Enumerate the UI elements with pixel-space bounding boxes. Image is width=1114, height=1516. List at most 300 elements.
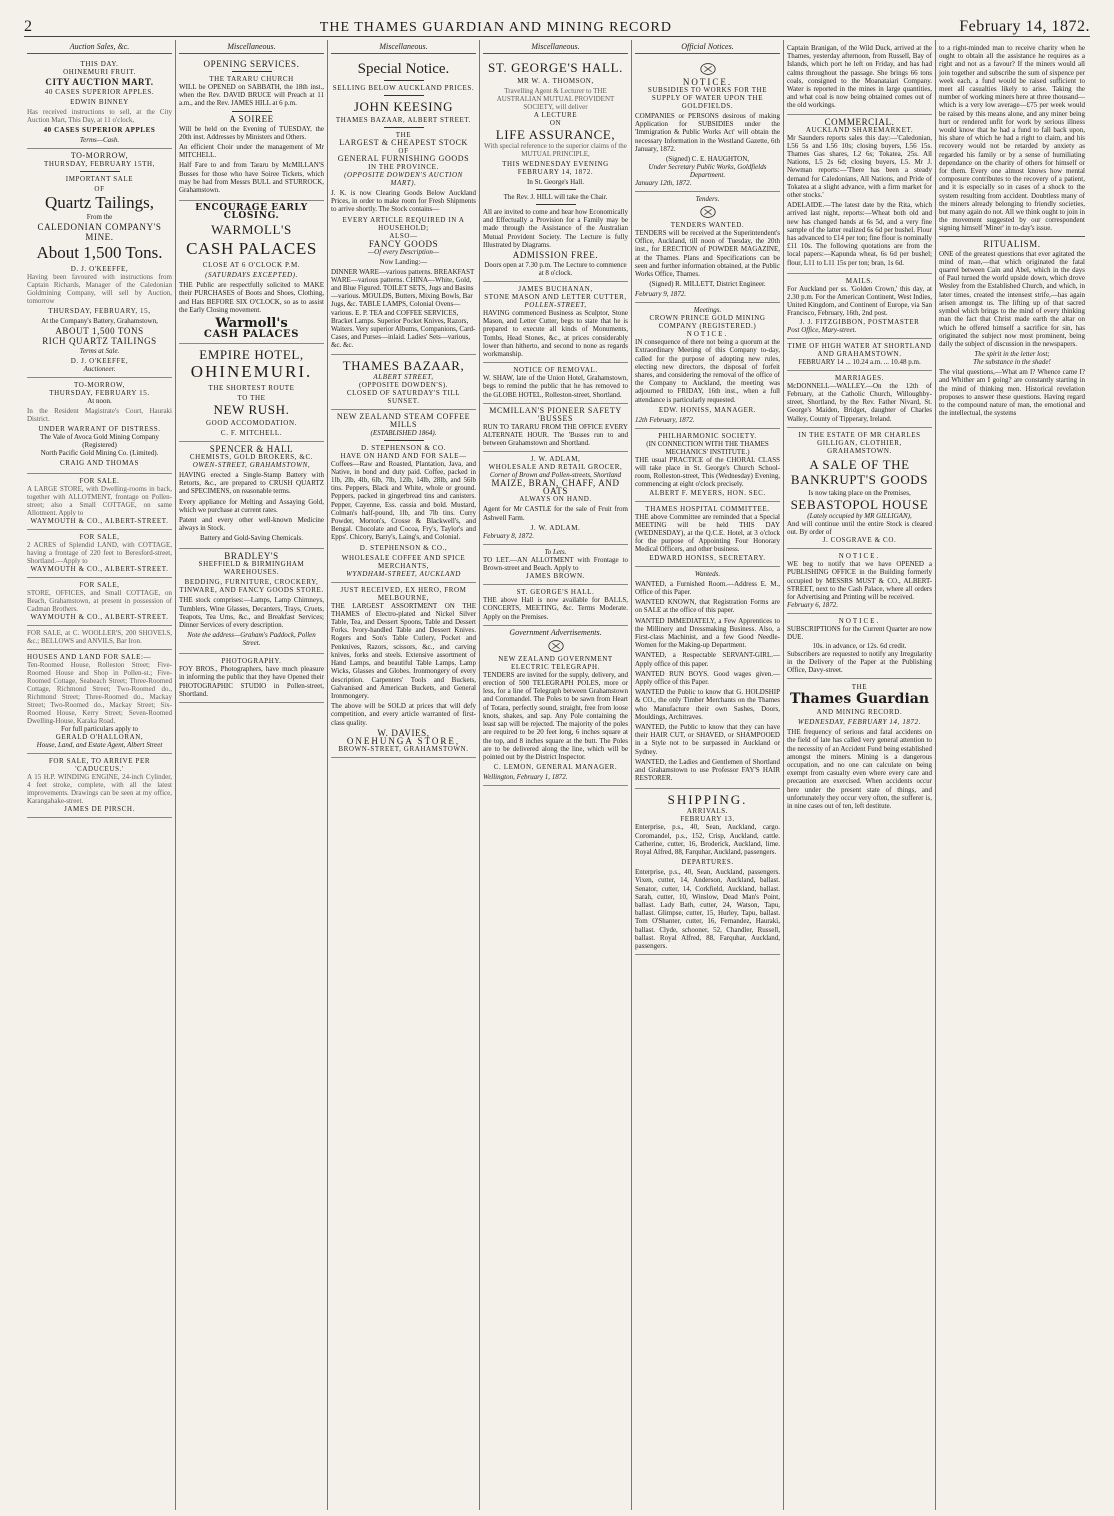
ad-warrant-distress [27, 378, 172, 474]
ad-line: February 8, 1872. [483, 531, 534, 540]
ad-land-sale [27, 530, 172, 578]
ad-body: A 15 H.P. WINDING ENGINE, 24-inch Cylinder, 4 feet stroke, complete, with all the latest improvements. Drawings can be seen at my office, Karangahake-street. [27, 773, 172, 805]
ad-line: February 9, 1872. [635, 290, 686, 299]
ad-line: FOR SALE, [79, 581, 120, 589]
ad-body: IN consequence of there not being a quorum at the Extraordinary Meeting of this Company to-day, called for the purpose of adopting new rules, electing new directors, the disposal of forfeit shares, and considering the removal of the office of the Company to Auckland, the meeting was adjourned to FRIDAY, 16th inst., when a full attendance is particularly requested. [635, 338, 780, 404]
ad-body: STORE, OFFICES, and Small COTTAGE, on Beach, Grahamstown, at present in possession of Cadman Brothers. [27, 589, 172, 613]
ad-signature: JAMES BROWN. [526, 572, 585, 581]
ad-line: WYNDHAM-STREET, AUCKLAND [346, 569, 461, 578]
ad-line: ALBERT STREET, [373, 372, 434, 381]
ad-line: SELLING BELOW AUCKLAND PRICES. [332, 84, 475, 92]
ad-line: A LECTURE [533, 111, 578, 119]
ad-line: THIS DAY. [80, 60, 119, 68]
ad-line: THURSDAY, FEBRUARY 15. [49, 389, 150, 397]
section-heading: TIME OF HIGH WATER AT SHORTLAND AND GRAHAMSTOWN. [787, 341, 932, 358]
ad-signature: GERALD O'HALLORAN, [55, 733, 144, 741]
ad-headline: Special Notice. [357, 61, 450, 77]
ad-body: 2 ACRES of Splendid LAND, with COTTAGE, having a frontage of 220 feet to Beresford-street, Shortland.—Apply to [27, 541, 172, 565]
ad-headline: JOHN KEESING [353, 99, 454, 114]
editorial-date: WEDNESDAY, FEBRUARY 14, 1872. [797, 718, 922, 727]
ad-line: POLLEN-STREET, [524, 301, 587, 310]
ad-line: —Of every Description— [367, 247, 440, 256]
ad-bradleys [179, 549, 324, 654]
ad-line: From the [86, 213, 113, 221]
ad-line: WHOLESALE AND RETAIL GROCER, [488, 463, 623, 472]
ad-signature: (Signed) C. E. HAUGHTON, [665, 155, 750, 164]
ad-line: THIS WEDNESDAY EVENING FEBRUARY 14, 1872. [502, 160, 609, 176]
ad-headline: MCMILLAN'S PIONEER SAFETY 'BUSSES [489, 405, 622, 423]
ad-line: HAVE ON HAND AND FOR SALE— [340, 451, 467, 460]
ad-w-davies [331, 583, 476, 758]
ad-signature: ALBERT F. MEYERS, HON. SEC. [649, 488, 766, 497]
ad-line: The Vale of Avoca Gold Mining Company (Registered) [40, 433, 159, 449]
ad-notice-removal [483, 363, 628, 404]
ad-headline: NEW ZEALAND STEAM COFFEE MILLS [336, 411, 471, 429]
section-heading: SHIPPING. [667, 792, 748, 808]
ad-line: ONEHUNGA STORE, [346, 735, 461, 746]
ad-line: January 12th, 1872. [635, 179, 692, 188]
ad-line: THE [395, 131, 412, 139]
ad-headline: EMPIRE HOTEL, [199, 347, 304, 363]
ad-line: IMPORTANT SALE [65, 175, 134, 183]
ad-headline: PHILHARMONIC SOCIETY. [658, 431, 757, 440]
ad-line: FEBRUARY 13. [680, 815, 735, 824]
ad-signature: C. LEMON, GENERAL MANAGER. [493, 763, 618, 772]
wanted-ad: WANTED IMMEDIATELY, a Few Apprentices to the Millinery and Dressmaking Business. Also, a First-class Machinist, and a few Good Needle-Women for the Making-up Department. [635, 616, 780, 650]
column-heading: Official Notices. [635, 40, 780, 54]
coat-of-arms-icon [699, 205, 717, 219]
ad-coffee-mills [331, 410, 476, 583]
column-official-notices [632, 40, 784, 1510]
ad-line: LARGEST & CHEAPEST STOCK [339, 138, 468, 147]
editorial-subtitle: AND MINING RECORD. [816, 708, 903, 717]
section-heading: MARRIAGES. [835, 373, 884, 382]
shipping-departures: Enterprise, p.s., 40, Sean, Auckland, passengers. Vixen, cutter, 14, Anderson, Auckland, ballast. Senator, cutter, 14, Corkfield, Auckland, ballast. Sarah, cutter, 10, Winslow, Dead Man's Point, ballast. Lady Bath, cutter, 24, Watson, Tapu, ballast. Glimpse, cutter, 15, Hurley, Tapu, ballast. Tom O'Shanter, cutter, 16, Fernandez, Hauraki, ballast. Clyde, schooner, 52, Chandler, Russell, ballast. Royal Alfred, 88, Farquhar, Auckland, passengers. [635, 868, 780, 950]
section-marriages [787, 371, 932, 428]
ad-line: SHEFFIELD & BIRMINGHAM WAREHOUSES. [198, 560, 305, 577]
ad-signature: JAMES DE PIRSCH. [64, 805, 135, 813]
article-body: ONE of the greatest questions that ever agitated the mind of man,—that which originated the fatal quarrel between Cain and Abel, which in the days of Paul turned the world upside down, which drove Wesley from the Established Church, and which, in later times, created the intensest strife,—has again arisen amongst us. The lifting up of that sacred symbol which brings to the mind of every thinking man the fact that Christ made earth the altar on which he offered himself a sacrifice for sin, has originated the subject now most prominent, being daily the subject of discussion in the newspapers. [939, 249, 1085, 348]
ad-line: NOTICE. [686, 330, 729, 339]
section-heading: Meetings. [693, 306, 722, 315]
ad-headline: WARMOLL'S [211, 222, 292, 238]
ad-headline: AUCKLAND SHAREMARKET. [805, 125, 914, 134]
masthead [24, 16, 1090, 37]
ad-line: (ESTABLISHED 1864). [370, 428, 437, 437]
ad-line: IN THE PROVINCE. [368, 163, 439, 171]
column-heading: Miscellaneous. [483, 40, 628, 54]
ad-headline: A SOIREE [229, 113, 274, 124]
ad-line: February 6, 1872. [787, 601, 838, 610]
ad-line: CITY AUCTION MART. [45, 77, 154, 87]
ad-line: Now Landing:— [379, 257, 428, 266]
article-body: Mr Saunders reports sales this day:—'Caledonian, L56 5s and L56 10s; closing buyers, L56 15s. Thames Gas shares, L2 6s; Tokatea, 25s. All Nations, L5 2s 6d; closing buyers, L5. Mr J. Newman reports:—'There has been a steady demand for Caledonians, All Nations, and Pride of Tokatea at a slight advance, with a firm market for other stocks.' [787, 133, 932, 200]
ad-offices-sale [27, 578, 172, 626]
ad-line: At noon. [87, 397, 112, 405]
ad-body: All are invited to come and hear how Economically and Effectually a Provision for a Family may be made through the Assistance of the Australian Mutual Provident Society. The Lecture is fully Illustrated by Diagrams. [483, 208, 628, 249]
ad-signature: (Signed) R. MILLETT, District Engineer. [649, 280, 766, 289]
ad-line: D. J. O'KEEFFE, [70, 265, 129, 273]
section-heading: Tenders. [695, 195, 720, 204]
wanted-ad: WANTED the Public to know that G. HOLDSHIP & CO., the only Timber Merchants on the Thames who Manufacture their own Sashes, Doors, Mouldings, Architraves. [635, 688, 780, 721]
ad-line: SUBSIDIES TO WORKS FOR THE SUPPLY OF WATER UPON THE GOLDFIELDS. [647, 86, 768, 110]
ad-body: Every appliance for Melting and Assaying Gold, which we purchase at current rates. [179, 497, 324, 514]
ad-signature: W. DAVIES, [377, 727, 430, 738]
ad-body: TENDERS will be received at the Superintendent's Office, Auckland, till noon of Tuesday, the 20th inst., for ERECTION of POWDER MAGAZINE, at the Thames. Plans and Specifications can be seen and further information obtained, at the Public Works Office, Thames. [635, 229, 780, 279]
ad-line: Note the address—Graham's Paddock, Pollen Street. [187, 631, 316, 648]
ad-line: (OPPOSITE DOWDEN'S). [358, 380, 449, 389]
ad-line: Post Office, Mary-street. [787, 325, 857, 334]
ad-body: WE beg to notify that we have OPENED a PUBLISHING OFFICE in the Building formerly occupied by MESSRS MUST & CO., ALBERT-STREET, next to the Cash Palace, where all orders for Advertising and Printing will be received. [787, 560, 932, 601]
ad-body: W. SHAW, late of the Union Hotel, Grahamstown, begs to remind the public that he has removed to the GLOBE HOTEL, Rolleston-street, Shortland. [483, 374, 628, 399]
ad-signature: EDWARD HONISS, SECRETARY. [649, 553, 766, 562]
divider [384, 440, 424, 441]
ad-line: Terms at Sale. [79, 347, 120, 355]
ad-line: TO-MORROW, [74, 381, 125, 389]
ad-headline: About 1,500 Tons. [36, 243, 163, 262]
ad-line: STONE MASON AND LETTER CUTTER, [484, 293, 627, 302]
article-ritualism [939, 233, 1085, 424]
ad-line: MINE. [85, 232, 114, 242]
ad-spencer-hall [179, 442, 324, 549]
ad-headline: NEW RUSH. [213, 402, 290, 418]
ad-line: ARRIVALS. [686, 807, 729, 816]
news-wild-duck: Captain Branigan, of the Wild Duck, arrived at the Thames, yesterday afternoon, from Russell, Bay of Islands, which port he left on Friday, and has had calms throughout the passage. She brings 66 tons coals, consigned to the Moanataiari Company. Water is reported in the mines in large quantities, and what coal is now being obtained comes out of the old workings. [787, 40, 932, 115]
ad-empire-hotel [179, 344, 324, 442]
ad-line: MR W. A. THOMSON, [517, 77, 594, 85]
ad-line: ON [549, 119, 562, 127]
ad-line: THAMES BAZAAR, ALBERT STREET. [335, 116, 472, 124]
ad-line: RICH QUARTZ TAILINGS [42, 336, 157, 346]
ad-body: RUN TO TARARU FROM THE OFFICE EVERY ALTERNATE HOUR. The 'Busses run to and between Grahamstown and Shortland. [483, 422, 628, 448]
ad-line: EDWIN BINNEY [70, 98, 129, 106]
ad-line: CLOSED OF SATURDAY'S TILL SUNSET. [346, 388, 461, 405]
article-title: RITUALISM. [939, 236, 1085, 248]
editorial-continued: to a right-minded man to receive charity when he ought to obtain all the assistance he requires as a right and not as a favour? If the miners would all join together and subscribe the sum of sixpence per week each, a fund would be raised sufficient to meet all casualties likely to arise. Taking the number of working miners here at three thousand—which is a very low average—£75 per week would be raised by this means alone, and any miner being hurt or rendered unfit for work by serious illness would know that he had a fund to fall back upon, his share of which he had a right to claim, and his recovery would not be retarded by anxiety as regarded his family or by a sense of humiliating dependance on the charity of others for himself or for them. Every one almost knows how mental composure contributes to the recovery of a patient, and it is especially so in cases of a shock to the system resulting from accident. Doubtless many of the miners already belonging to friendly societies, but many again do not. All we think ought to join in the movement suggested by our correspondent signing himself 'Miner' in to-day's issue. [939, 44, 1085, 233]
ad-fruit-sale [27, 57, 172, 149]
column-commercial [784, 40, 936, 1510]
ad-line: Is now taking place on the Premises, [808, 488, 911, 497]
ad-body: Subscribers are requested to notify any Irregularity in the Delivery of the Paper at the Publishing Office, Davy-street. [787, 649, 932, 674]
ad-signature: WAYMOUTH & CO., ALBERT-STREET. [30, 565, 169, 573]
ad-line: OHINEMURI FRUIT. [63, 68, 136, 76]
ad-line: DEPARTURES. [681, 858, 734, 867]
ad-line: Corner of Brown and Pollen-streets, Shortland [489, 471, 622, 480]
ad-line: (Lately occupied by MR GILLIGAN), [807, 511, 912, 520]
ad-body: THE Public are respectfully solicited to MAKE their PURCHASES of Boots and Shoes, Clothing, and Hats BEFORE SIX O'CLOCK, so as to assist the Early Closing movement. [179, 281, 324, 314]
ad-headline: NEW ZEALAND GOVERNMENT ELECTRIC TELEGRAPH. [498, 654, 613, 671]
ad-headline: OHINEMURI. [190, 362, 313, 382]
ad-line: 40 CASES SUPERIOR APPLES [43, 126, 156, 134]
article-verse: The spirit in the letter lost; [974, 350, 1050, 359]
ad-headline: FANCY GOODS [368, 238, 439, 249]
ad-signature: CASH PALACES [203, 329, 300, 341]
tide-times: FEBRUARY 14 ... 10.24 a.m. ... 10.48 p.m. [798, 357, 921, 366]
ad-body: In the Resident Magistrate's Court, Hauraki District. [27, 407, 172, 423]
ad-line: OF [398, 147, 409, 155]
ad-body: Half Fare to and from Tararu by McMILLAN'S Busses for those who have Soiree Tickets, which may be had from Messrs BULL and STURROCK, Grahamstown. [179, 161, 324, 195]
ad-line: (SATURDAYS EXCEPTED). [205, 271, 298, 280]
notice-publishing-office [787, 549, 932, 614]
ad-line: CALEDONIAN COMPANY'S [37, 222, 162, 232]
ad-headline: NOTICE. [838, 617, 881, 626]
wanted-ad: WANTED KNOWN, that Registration Forms are on SALE at the office of this paper. [635, 598, 780, 615]
ad-body: Having been favoured with instructions from Captain Richards, Manager of the Caledonian Goldmining Company, will sell by Auction, tomorrow [27, 273, 172, 305]
divider [536, 189, 576, 190]
ad-line: ALWAYS ON HAND. [519, 495, 592, 504]
section-shipping [635, 789, 780, 955]
ad-adlam-grocer [483, 452, 628, 544]
notice-crown-prince [635, 303, 780, 429]
ad-body: THE LARGEST ASSORTMENT ON THE THAMES of Electro-plated and Nickel Silver Table, Tea, and Dessert Spoons, Table and Dessert Forks. Ivory-handled Table and Dessert Knives. Rogers and Son's Table Cutlery, Pocket and Penknives, Razors, scissors, &c., and carving knives, forks and steels. Extensive assortment of Hand Lamps, and beautiful Table Lamps, Lamp Wicks, Glasses and Globes. Ironmongery of every description. Carpenters' Tools and Buckets, Galvanised and American Buckets, and General Ironmongery. [331, 601, 476, 700]
ad-body: SUBSCRIPTIONS for the Current Quarter are now DUE. [787, 625, 932, 642]
section-high-water [787, 339, 932, 371]
ad-line: THE TARARU CHURCH [209, 75, 294, 83]
ad-body: And will continue until the entire Stock is cleared out. By order of [787, 519, 932, 536]
ad-line: EVERY ARTICLE REQUIRED IN A HOUSEHOLD; [342, 215, 465, 232]
ad-line: OF [94, 185, 105, 193]
ad-headline: A SALE OF THE BANKRUPT'S GOODS [790, 456, 929, 487]
column-heading: Auction Sales, &c. [27, 40, 172, 54]
page-number: 2 [24, 18, 33, 35]
ad-houses-land [27, 650, 172, 754]
ad-government-telegraph [483, 626, 628, 786]
ad-mcmillans-busses [483, 404, 628, 453]
ad-body: HAVING erected a Single-Stamp Battery with Retorts, &c., are prepared to CRUSH QUARTZ and SPECIMENS, on reasonable terms. [179, 471, 324, 496]
ad-body: HAVING commenced Business as Sculptor, Stone Mason, and Letter Cutter, begs to state that he is prepared to execute all kinds of Monuments, Tombs, Head Stones, &c., at prices considerably lower than hitherto, and second to none as regards workmanship. [483, 309, 628, 359]
wanted-ad: WANTED, a Respectable SERVANT-GIRL.—Apply office of this paper. [635, 651, 780, 668]
ad-headline: THAMES HOSPITAL COMMITTEE. [645, 504, 770, 513]
section-heading: Wanteds. [694, 569, 721, 578]
ad-signature: Warmoll's [215, 316, 288, 332]
ad-photography [179, 654, 324, 703]
ad-line: For full particulars apply to [61, 725, 138, 733]
ad-body: Will be held on the Evening of TUESDAY, the 20th inst. Addresses by Ministers and Others. [179, 124, 324, 141]
ad-headline: CASH PALACES [186, 239, 317, 259]
ad-body: A LARGE STORE, with Dwelling-rooms in back, together with ALLOTMENT, frontage on Pollen-street; also a Small COTTAGE, on same Allotment. Apply to [27, 485, 172, 517]
ad-body: An efficient Choir under the management of Mr MITCHELL. [179, 143, 324, 160]
ad-headline: NOTICE OF REMOVAL. [513, 366, 598, 375]
ad-line: 10s. in advance, or 12s. 6d credit. [812, 641, 907, 650]
ad-line: FOR SALE. [79, 477, 120, 485]
ad-signature: D. J. O'KEEFFE, [70, 357, 129, 365]
ad-line: (OPPOSITE DOWDEN'S AUCTION MART). [344, 171, 463, 187]
ad-signature: D. STEPHENSON & CO., [359, 543, 448, 552]
ad-headline: SPENCER & HALL [209, 444, 294, 455]
ad-headline: BRADLEY'S [224, 551, 279, 562]
ad-james-buchanan [483, 282, 628, 363]
ad-line: (IN CONNECTION WITH THE THAMES MECHANICS' INSTITUTE.) [646, 439, 769, 456]
ad-line: BEDDING, FURNITURE, CROCKERY, TINWARE, AND FANCY GOODS STORE. [179, 578, 324, 595]
section-wanteds [635, 567, 780, 790]
divider [232, 111, 272, 112]
ad-line: ABOUT 1,500 TONS [55, 326, 144, 336]
ad-body: FOY BROS., Photographers, have much pleasure in informing the public that they have Opened their PHOTOGRAPHIC STUDIO in Pollen-street, Shortland. [179, 665, 324, 698]
article-body: McDONNELL—WALLEY.—On the 12th of February, at the Catholic Church, Willoughby-street, Shortland, by the Rev. Father Nivard, St. George's Maiden, Bridget, daughter of Charles Walley, County of Tipperary, Ireland. [787, 381, 932, 423]
ad-signature: WAYMOUTH & CO., ALBERT-STREET. [30, 613, 169, 621]
ad-headline: JAMES BUCHANAN, [518, 285, 593, 294]
ad-body: COMPANIES or PERSONS desirous of making Application for SUBSIDIES under the 'Immigration & Public Works Act' will obtain the necessary Information in the Westland Gazette, 6th January, 1872. [635, 112, 780, 153]
ad-line: In St. George's Hall. [527, 178, 584, 186]
ad-line: HOUSES AND LAND FOR SALE:— [27, 653, 152, 661]
ad-headline: OPENING SERVICES. [203, 59, 300, 69]
section-heading: COMMERCIAL. [824, 116, 895, 127]
ad-body: Travelling Agent & Lecturer to THE AUSTRALIAN MUTUAL PROVIDENT SOCIETY, will deliver [496, 87, 615, 111]
ad-line: GOOD ACCOMODATION. [206, 419, 297, 428]
ad-body: J. K. is now Clearing Goods Below Auckland Prices, in order to make room for Fresh Shipments to arrive shortly. The Stock contains— [331, 189, 476, 214]
ad-thames-bazaar [331, 355, 476, 410]
column-heading: Miscellaneous. [331, 40, 476, 54]
column-heading: Miscellaneous. [179, 40, 324, 54]
ad-headline: MAIZE, BRAN, CHAFF, AND OATS [491, 478, 620, 497]
ad-signature: J. J. FITZGIBBON, POSTMASTER [799, 317, 920, 326]
article-body: ADELAIDE.—The latest date by the Rita, which arrived last night, reports:—Wheat both old and new has changed hands at 6s 5d, and a very fine sample of the latter realized 6s 6d per bushel. Flour has advanced to £14 per ton; fine flour is nominally £11 10s. The following quotations are from the local papers:—Kapunda wheat, 6s 6d per bushel; flour, L11 to L11 15s per ton; bran, 1s 6d. [787, 201, 932, 267]
ad-gilligan-estate [787, 428, 932, 549]
divider [232, 71, 272, 72]
ad-body: THE usual PRACTICE of the CHORAL CLASS will take place in St. George's Church School-room, Rolleston-street, This (Wednesday) Evening, commencing at eight o'clock precisely. [635, 455, 780, 489]
ad-shovels: FOR SALE, at C. WOOLLER'S, 200 SHOVELS, &c.; BELLOWS and ANVILS, Bar Iron. [27, 626, 172, 650]
section-heading: Government Advertisements. [509, 627, 602, 637]
ad-line: UNDER WARRANT OF DISTRESS. [38, 425, 161, 433]
ad-body: Agent for Mr CASTLE for the sale of Fruit from Ashwell Farm. [483, 505, 628, 522]
article-body: For Auckland per ss. 'Golden Crown,' this day, at 2.30 p.m. For the American Continent, West Indies, United Kingdom, and Continent of Europe, via San Francisco, February, 16th, 2nd post. [787, 284, 932, 318]
ad-line: CLOSE AT 6 O'CLOCK P.M. [202, 261, 301, 270]
ad-signature: C. F. MITCHELL. [220, 429, 283, 438]
ad-headline: ENCOURAGE EARLY CLOSING. [195, 203, 308, 222]
ad-body: Coffees—Raw and Roasted, Plantation, Java, and Native, in bond and duty paid. Coffee, packed in 1lb, 2lb, 4lb, 6lb, 7lb, 12lb, 14lb, 28lb, and 56lb tins. Peppers, Black and White, whole or ground. Peppers, packed in gingerbread tins and canisters. Pepper, Cayenne, Ess. cassia and bold. Mustard, Colman's half-pound, 1lb, and 7lb tins. Curry Powder, Morton's, Crosse & Blackwell's, and Bengal. Chocolate and Cocoa, Fry's, Taylor's and Epps'. Chicory, Barry's, Laing's, and Colonial. [331, 459, 476, 542]
ad-life-assurance-lecture [483, 57, 628, 282]
ad-body: TENDERS are invited for the supply, delivery, and erection of 500 TELEGRAPH POLES, more or less, for a line of Telegraph between Grahamstown and Coromandel. The Poles to be sawn from Heart of Totara, perfectly sound, straight, free from loose knots, shakes, and sap. Any Pole containing the least sap will be rejected. The majority of the poles are required to be 20 feet long, 6 inches square at the top, and 8 inches square at the butt. The Poles are to be delivered along the line, which will be pointed out by the District Inspector. [483, 670, 628, 761]
ad-signature: WAYMOUTH & CO., ALBERT-STREET. [30, 517, 169, 525]
ad-headline: NOTICE. [682, 77, 733, 87]
ad-body: THE above Committee are reminded that a Special MEETING will be held THIS DAY (WEDNESDAY), at the Q.C.E. Hotel, at 3 o'clock for the purpose of Appointing Four Honorary Medical Officers, and other business. [635, 512, 780, 554]
divider [80, 171, 120, 172]
column-editorial [936, 40, 1088, 1510]
wanted-ad: WANTED, the Public to know that they can have their HAIR CUT, or SHAVED, or SHAMPOOED in a Style not to be surpassed in Auckland or Sydney. [635, 722, 780, 756]
ad-store-sale [27, 474, 172, 530]
ad-headline: ST. GEORGE'S HALL. [516, 588, 595, 597]
ad-headline: PHOTOGRAPHY. [221, 657, 282, 666]
article-verse: The substance in the shade! [973, 358, 1051, 367]
ad-line: TO-MORROW, [70, 151, 129, 160]
ad-line: D. STEPHENSON & CO. [360, 443, 447, 452]
newspaper-title: THE THAMES GUARDIAN AND MINING RECORD [319, 20, 672, 35]
section-mails [787, 274, 932, 339]
ad-headline: To Lets. [544, 547, 567, 556]
coat-of-arms-icon [547, 639, 565, 653]
ad-signature: J. W. ADLAM. [530, 523, 581, 532]
ad-headline: JUST RECEIVED, EX HERO, FROM MELBOURNE, [340, 585, 467, 602]
ad-opening-services [179, 57, 324, 201]
editorial-masthead [787, 679, 932, 726]
ad-body: Ten-Roomed House, Rolleston Street; Five-Roomed House and Shop in Pollen-st.; Five-Roomed Cottage, Seabeach Street; Three-Roomed Cottage, Richmond Street; Two-Roomed do., Richmond Street; Three-Roomed do., Mackay Street; Two-Roomed do., Mackay Street; Six-Roomed House, Kerry Street; Seven-Roomed Dwelling-House, Karaka Road. [27, 661, 172, 725]
notice-water-subsidies [635, 57, 780, 192]
ad-line: Wellington, February 1, 1872. [483, 773, 568, 782]
ad-st-georges-hall [483, 585, 628, 626]
ad-john-keesing [331, 57, 476, 355]
issue-date: February 14, 1872. [959, 18, 1090, 35]
ad-body: Has received instructions to sell, at the City Auction Mart, This Day, at 11 o'clock, [27, 108, 172, 124]
ad-line: THURSDAY, FEBRUARY, 15, [48, 307, 151, 315]
ad-body: THE above Hall is now available for BALLS, CONCERTS, MEETING, &c. Terms Moderate. Apply on the Premises. [483, 596, 628, 621]
notice-hospital [635, 502, 780, 567]
wanted-ad: WANTED RUN BOYS. Good wages given.—Apply office of this Paper. [635, 669, 780, 686]
ad-winding-engine [27, 754, 172, 818]
ad-headline: NOTICE. [838, 552, 881, 561]
wanted-ad: WANTED, a Furnished Room.—Address E. M., Office of this Paper. [635, 579, 780, 596]
ad-warmolls [179, 201, 324, 344]
ad-headline: ADMISSION FREE. [512, 250, 599, 261]
ad-headline: CROWN PRINCE GOLD MINING COMPANY (REGISTERED.) [649, 314, 766, 331]
ad-body: The above will be SOLD at prices that will defy competition, and every article warranted of first-class quality. [331, 702, 476, 727]
ad-line: Battery and Gold-Saving Chemicals. [199, 534, 304, 543]
ad-headline: SEBASTOPOL HOUSE [790, 496, 929, 512]
ad-body: DINNER WARE—various patterns. BREAKFAST WARE—various patterns. CHINA—White, Gold, and Blue Figured. TOILET SETS, Jugs and Basins—various. MOULDS, Butters, Mixing Bowls, Bar Jugs, &c. TABLE LAMPS, Colonial Ovens—various. E. P. TEA and COFFEE SERVICES, Bracket Lamps. Superior Pocket Knives, Razors, Waiters. Very superior Albums, Companions, Card-Cases, and Purses—inlaid. Ladies' Sets—various, &c. &c. [331, 267, 476, 350]
ad-headline: ST. GEORGE'S HALL. [488, 60, 623, 75]
editorial-the: THE [851, 683, 868, 692]
ad-headline: J. W. ADLAM, [530, 455, 581, 464]
ad-line: Under Secretary Public Works, Goldfields Department. [648, 163, 767, 180]
ad-headline: LIFE ASSURANCE, [495, 127, 616, 142]
ad-line: IN THE ESTATE OF MR CHARLES GILLIGAN, CLOTHIER, GRAHAMSTOWN. [798, 430, 921, 455]
ad-line: Doors open at 7.30 p.m. The Lecture to commence at 8 o'clock. [484, 261, 627, 278]
ad-line: CHEMISTS, GOLD BROKERS, &C. [189, 453, 314, 462]
ad-line: THE SHORTEST ROUTE [208, 384, 295, 393]
ad-body: With special reference to the superior claims of the MUTUAL PRINCIPLE, [484, 142, 627, 158]
section-heading: MAILS. [845, 276, 874, 285]
column-miscellaneous-3 [480, 40, 632, 1510]
divider [536, 204, 576, 205]
notice-philharmonic [635, 429, 780, 502]
section-commercial [787, 115, 932, 274]
ad-line: ALSO— [389, 231, 418, 240]
notice-subscriptions [787, 614, 932, 679]
wanted-ad: WANTED, the Ladies and Gentlemen of Shortland and Grahamstown to use Professor FAY'S HAIR RESTORER. [635, 757, 780, 783]
columns [24, 40, 1090, 1510]
ad-body: TO LET.—AN ALLOTMENT with Frontage to Brown-street and Beach. Apply to [483, 555, 628, 573]
editorial-body: THE frequency of serious and fatal accidents on the field of late has called very general attention to the necessity of an Accident Fund being established amongst the miners. Mining is a dangerous occupation, and no one can calculate on being exempt from casualty even where every care and precaution are exercised. When accidents occur here under the present state of things, and unfortunately they occur very often, the sufferer is, in nine cases out of ten, left destitute. [787, 728, 932, 810]
ad-line: BROWN-STREET, GRAHAMSTOWN. [338, 744, 469, 753]
ad-headline: TENDERS WANTED. [670, 221, 745, 230]
article-body: The vital questions,—What am I? Whence came I? and Whither am I going? are constantly starting in the mind of thinking men. Historical revelation proposes to answer these questions. Having regard to the compound nature of man, the emotional and the intellectual, the systems [939, 368, 1085, 418]
editorial-title: Thames Guardian [789, 691, 930, 708]
divider [384, 127, 424, 128]
ad-line: FOR SALE, TO ARRIVE PER 'CADUCEUS.' [48, 757, 151, 773]
ad-signature: J. COSGRAVE & CO. [822, 536, 897, 545]
ad-line: OWEN-STREET, GRAHAMSTOWN, [192, 461, 311, 470]
ad-body: Patent and every other well-known Medicine always in Stock. [179, 516, 324, 533]
ad-line: WHOLESALE COFFEE AND SPICE MERCHANTS, [341, 553, 466, 570]
column-miscellaneous-2 [328, 40, 480, 1510]
ad-line: Auctioneer. [83, 365, 116, 373]
ad-headline: THAMES BAZAAR, [342, 357, 465, 373]
ad-headline: Quartz Tailings, [45, 193, 154, 212]
coat-of-arms-icon [699, 62, 717, 76]
column-auction-sales [24, 40, 176, 1510]
ad-line: North Pacific Gold Mining Co. (Limited). [40, 449, 159, 457]
ad-body: THE stock comprises:—Lamps, Lamp Chimneys, Tumblers, Wine Glasses, Decanters, Trays, Cruets, Teapots, Tea Urns, &c., and Breakfast Services; Dinner Services of every description. [179, 596, 324, 630]
shipping-arrivals: Enterprise, p.s., 40, Sean, Auckland, cargo. Coromandel, p.s., 152, Crisp, Auckland, cattle. Catherine, cutter, 16, Broderick, Auckland, lime. Royal Alfred, 88, Farquhar, Auckland, passengers. [635, 823, 780, 856]
ad-line: FOR SALE, [79, 533, 120, 541]
divider [384, 80, 424, 81]
ad-line: 40 CASES SUPERIOR APPLES. [44, 88, 155, 96]
ad-to-lets [483, 545, 628, 585]
ad-line: GENERAL FURNISHING GOODS [337, 154, 470, 163]
ad-line: At the Company's Battery, Grahamstown, [41, 317, 158, 325]
ad-quartz-tailings [27, 149, 172, 378]
notice-tenders [635, 192, 780, 303]
ad-line: CRAIG AND THOMAS [59, 459, 140, 467]
